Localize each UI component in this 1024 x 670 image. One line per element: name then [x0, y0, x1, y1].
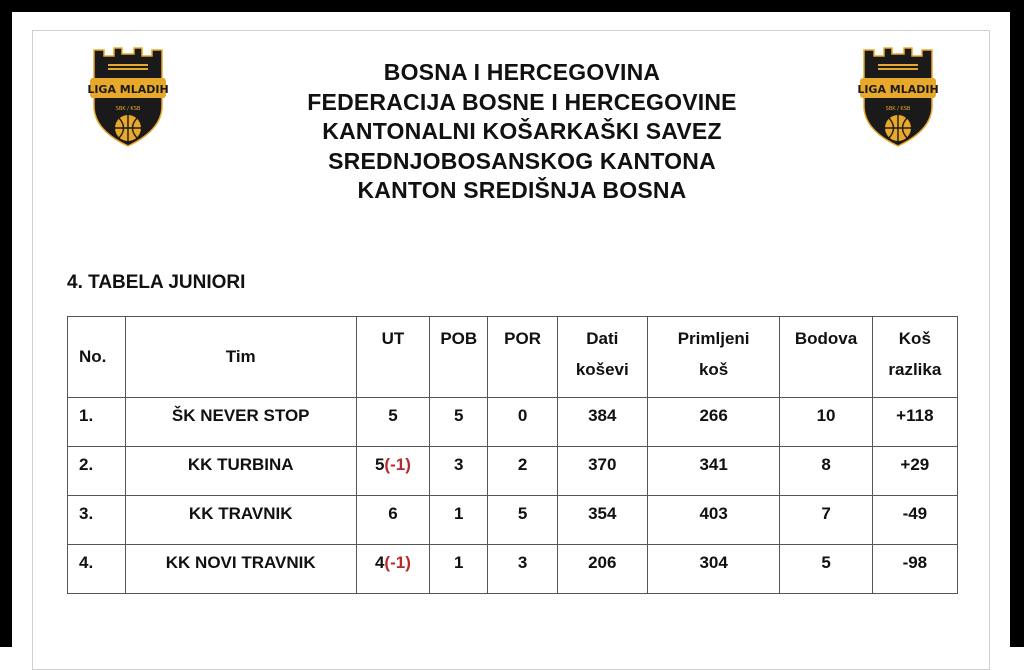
row-dati: 354 [557, 496, 647, 545]
row-por: 0 [488, 398, 557, 447]
shield-logo-icon [86, 44, 170, 148]
header-line-canton-alt: KANTON SREDIŠNJA BOSNA [357, 177, 687, 203]
standings-table [67, 316, 958, 594]
table-row [68, 398, 958, 447]
photo-border-right [1010, 0, 1024, 647]
table-header-row [68, 317, 958, 398]
row-razlika: -49 [872, 496, 957, 545]
row-tim: KK NOVI TRAVNIK [125, 545, 356, 594]
row-por: 3 [488, 545, 557, 594]
row-dati: 206 [557, 545, 647, 594]
row-primljeni: 266 [647, 398, 780, 447]
col-pob: POB [429, 317, 488, 398]
col-bodova: Bodova [780, 317, 872, 398]
row-tim: KK TURBINA [125, 447, 356, 496]
row-pob: 5 [429, 398, 488, 447]
row-por: 2 [488, 447, 557, 496]
row-ut: 4 [374, 553, 385, 572]
row-ut-penalty: (-1) [384, 553, 411, 572]
row-no: 4. [79, 553, 94, 572]
liga-mladih-logo-right [856, 44, 940, 148]
row-razlika: +118 [872, 398, 957, 447]
header-line-federation: FEDERACIJA BOSNE I HERCEGOVINE [307, 88, 737, 115]
row-bodova: 5 [780, 545, 872, 594]
section-title: 4. TABELA JUNIORI [67, 272, 246, 293]
header-line-country: BOSNA I HERCEGOVINA [383, 59, 661, 85]
row-dati: 370 [557, 447, 647, 496]
col-tim: Tim [125, 317, 356, 398]
row-pob: 3 [429, 447, 488, 496]
row-no: 2. [79, 455, 94, 474]
table-row [68, 447, 958, 496]
col-no: No. [68, 317, 126, 398]
col-dati: Dati koševi [557, 317, 647, 398]
row-bodova: 7 [780, 496, 872, 545]
header-line-association: KANTONALNI KOŠARKAŠKI SAVEZ [322, 118, 722, 144]
logo-subtext: SBK / KSB [115, 106, 141, 112]
logo-text: LIGA MLADIH [857, 83, 939, 96]
photo-border-top [0, 0, 1024, 12]
row-bodova: 8 [780, 447, 872, 496]
row-razlika: +29 [872, 447, 957, 496]
row-primljeni: 304 [647, 545, 780, 594]
header-line-canton: SREDNJOBOSANSKOG KANTONA [328, 147, 716, 174]
col-por: POR [488, 317, 557, 398]
table-row [68, 496, 958, 545]
col-ut: UT [356, 317, 429, 398]
row-ut: 5 [388, 406, 398, 425]
row-por: 5 [488, 496, 557, 545]
logo-text: LIGA MLADIH [87, 83, 169, 96]
row-primljeni: 341 [647, 447, 780, 496]
row-no: 1. [79, 406, 94, 425]
row-razlika: -98 [872, 545, 957, 594]
photo-border-left [0, 0, 12, 647]
logo-subtext: SBK / KSB [885, 106, 911, 112]
col-razlika: Koš razlika [872, 317, 957, 398]
row-dati: 384 [557, 398, 647, 447]
row-tim: KK TRAVNIK [125, 496, 356, 545]
document-header [220, 58, 824, 206]
row-pob: 1 [429, 545, 488, 594]
row-ut: 6 [388, 504, 398, 523]
row-ut-penalty: (-1) [384, 455, 411, 474]
liga-mladih-logo-left [86, 44, 170, 148]
col-primljeni: Primljeni koš [647, 317, 780, 398]
shield-logo-icon [856, 44, 940, 148]
row-primljeni: 403 [647, 496, 780, 545]
row-bodova: 10 [780, 398, 872, 447]
table-row [68, 545, 958, 594]
row-no: 3. [79, 504, 94, 523]
row-pob: 1 [429, 496, 488, 545]
row-tim: ŠK NEVER STOP [125, 398, 356, 447]
row-ut: 5 [374, 455, 385, 474]
